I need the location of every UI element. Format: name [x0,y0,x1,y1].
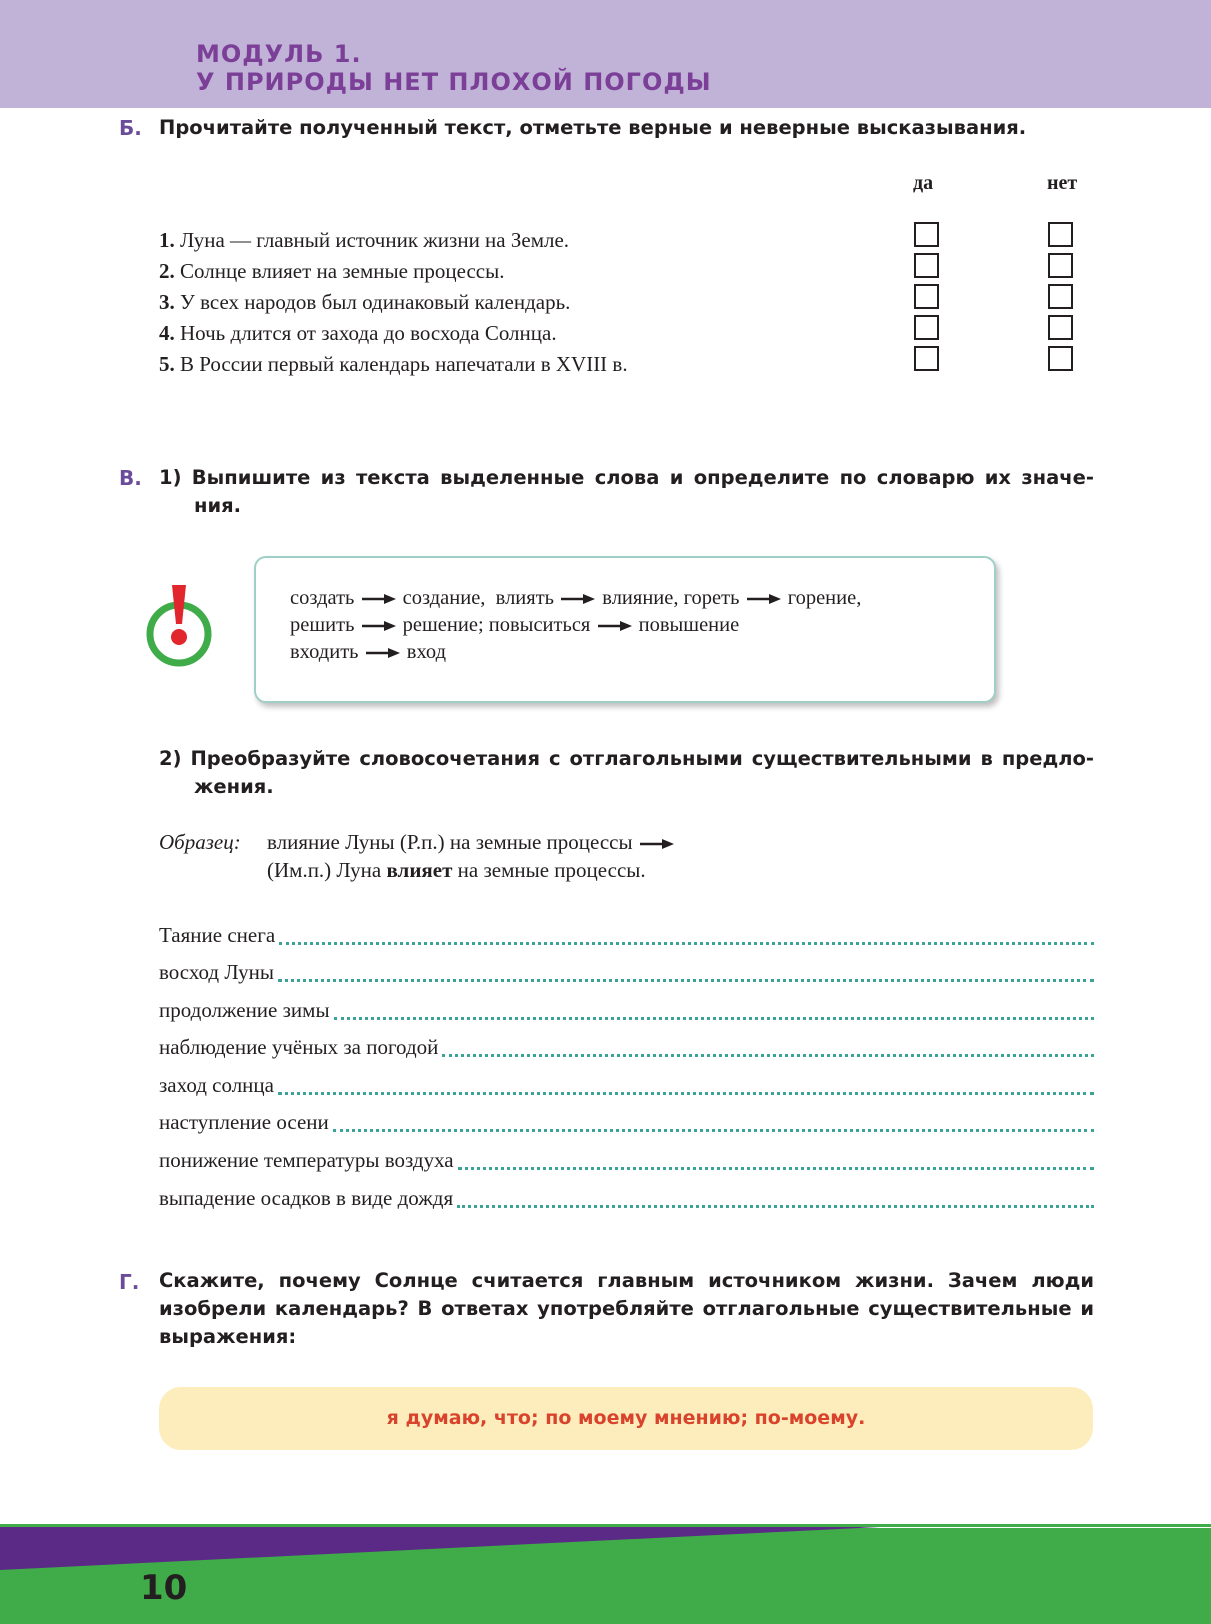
checkbox-no-2[interactable] [1048,253,1073,278]
statement-text: Солнце влияет на земные процессы. [180,259,505,283]
right-arrow-icon [366,647,400,659]
noun: создание, [402,587,486,609]
verb: решить [290,614,355,636]
answer-row-3 [159,993,1094,1023]
right-arrow-icon [747,593,781,605]
statement-text: Ночь длится от захода до восхода Солнца. [180,321,557,345]
verb: создать [290,587,355,609]
column-no-header: нет [1047,172,1078,194]
exclamation-in-circle-icon [144,581,214,667]
task-v-letter: В. [119,466,142,490]
sample-verb: влияет [386,858,453,882]
checkbox-no-5[interactable] [1048,346,1073,371]
phrase: продолжение зимы [159,998,330,1022]
task-b-instruction: Прочитайте полученный текст, отметьте верные и неверные высказывания. [159,116,1027,139]
statement-number: 5. [159,352,175,376]
right-arrow-icon [640,838,674,850]
expressions-text: я думаю, что; по моему мнению; по-моему. [386,1407,866,1429]
task-v-part1-line1: 1) Выпишите из текста выделенные слова и определите по словарю их значе- [159,466,1094,489]
footer-stripe [0,1524,1211,1574]
sample-label: Образец: [159,830,241,854]
rule-line-1 [290,587,861,610]
answer-row-6 [159,1105,1094,1135]
answer-line[interactable] [334,1017,1094,1020]
answer-line[interactable] [457,1205,1094,1208]
sample-line-2 [267,858,646,883]
phrase: понижение температуры воздуха [159,1148,454,1172]
sample-subject: (Им.п.) Луна [267,858,382,882]
task-v-part1-line2: ния. [194,494,242,517]
phrase: Таяние снега [159,923,276,947]
module-title: У ПРИРОДЫ НЕТ ПЛОХОЙ ПОГОДЫ [196,68,712,96]
expressions-box [159,1387,1093,1450]
right-arrow-icon [598,620,632,632]
task-v-part2-line1: 2) Преобразуйте словосочетания с отглагольными существительными в предло- [159,747,1094,770]
statement-text: Луна — главный источник жизни на Земле. [180,228,570,252]
rule-line-3 [290,641,446,664]
sample-phrase: влияние Луны (Р.п.) на земные процессы [267,830,633,854]
statement-1 [159,228,569,253]
statement-number: 2. [159,259,175,283]
phrase: наступление осени [159,1110,329,1134]
column-yes-header: да [913,172,934,194]
sample-object: на земные процессы. [457,858,646,882]
answer-row-8 [159,1181,1094,1211]
task-v-part2-line2: жения. [194,775,274,798]
right-arrow-icon [362,620,396,632]
answer-line[interactable] [278,979,1094,982]
statement-number: 1. [159,228,175,252]
statement-number: 4. [159,321,175,345]
answer-line[interactable] [278,1092,1094,1095]
noun: вход [406,641,447,663]
statement-2 [159,259,504,284]
task-b-letter: Б. [119,116,142,140]
page-number: 10 [140,1568,188,1608]
task-g-line2: изобрели календарь? В ответах употребляйте отглагольные существительные и [159,1297,1094,1320]
answer-row-2 [159,955,1094,985]
rule-line-2 [290,614,739,637]
answer-row-7 [159,1143,1094,1173]
right-arrow-icon [362,593,396,605]
phrase: выпадение осадков в виде дождя [159,1186,454,1210]
statement-5 [159,352,628,377]
noun: повышение [638,614,740,636]
word-formation-box [254,556,996,703]
verb: гореть [683,587,740,609]
answer-line[interactable] [458,1167,1094,1170]
phrase: заход солнца [159,1073,274,1097]
noun: горение, [787,587,862,609]
module-number: МОДУЛЬ 1. [196,40,362,68]
verb: влиять [495,587,555,609]
answer-row-5 [159,1068,1094,1098]
checkbox-yes-4[interactable] [914,315,939,340]
answer-row-4 [159,1030,1094,1060]
verb: входить [290,641,359,663]
statement-4 [159,321,557,346]
answer-line[interactable] [333,1129,1094,1132]
checkbox-yes-1[interactable] [914,222,939,247]
task-g-line3: выражения: [159,1325,297,1348]
statement-3 [159,290,570,315]
answer-line[interactable] [279,942,1094,945]
checkbox-yes-2[interactable] [914,253,939,278]
noun: решение; [402,614,484,636]
checkbox-yes-3[interactable] [914,284,939,309]
answer-row-1 [159,918,1094,948]
checkbox-no-4[interactable] [1048,315,1073,340]
checkbox-no-1[interactable] [1048,222,1073,247]
checkbox-yes-5[interactable] [914,346,939,371]
statement-text: У всех народов был одинаковый календарь. [180,290,571,314]
noun: влияние, [602,587,679,609]
sample-line-1 [267,830,676,855]
task-g-letter: Г. [119,1270,140,1294]
verb: повыситься [488,614,591,636]
checkbox-no-3[interactable] [1048,284,1073,309]
phrase: наблюдение учёных за погодой [159,1035,439,1059]
phrase: восход Луны [159,960,274,984]
task-g-line1: Скажите, почему Солнце считается главным источником жизни. Зачем люди [159,1269,1094,1292]
right-arrow-icon [561,593,595,605]
statement-number: 3. [159,290,175,314]
statement-text: В России первый календарь напечатали в XVIII в. [180,352,628,376]
answer-line[interactable] [442,1054,1094,1057]
